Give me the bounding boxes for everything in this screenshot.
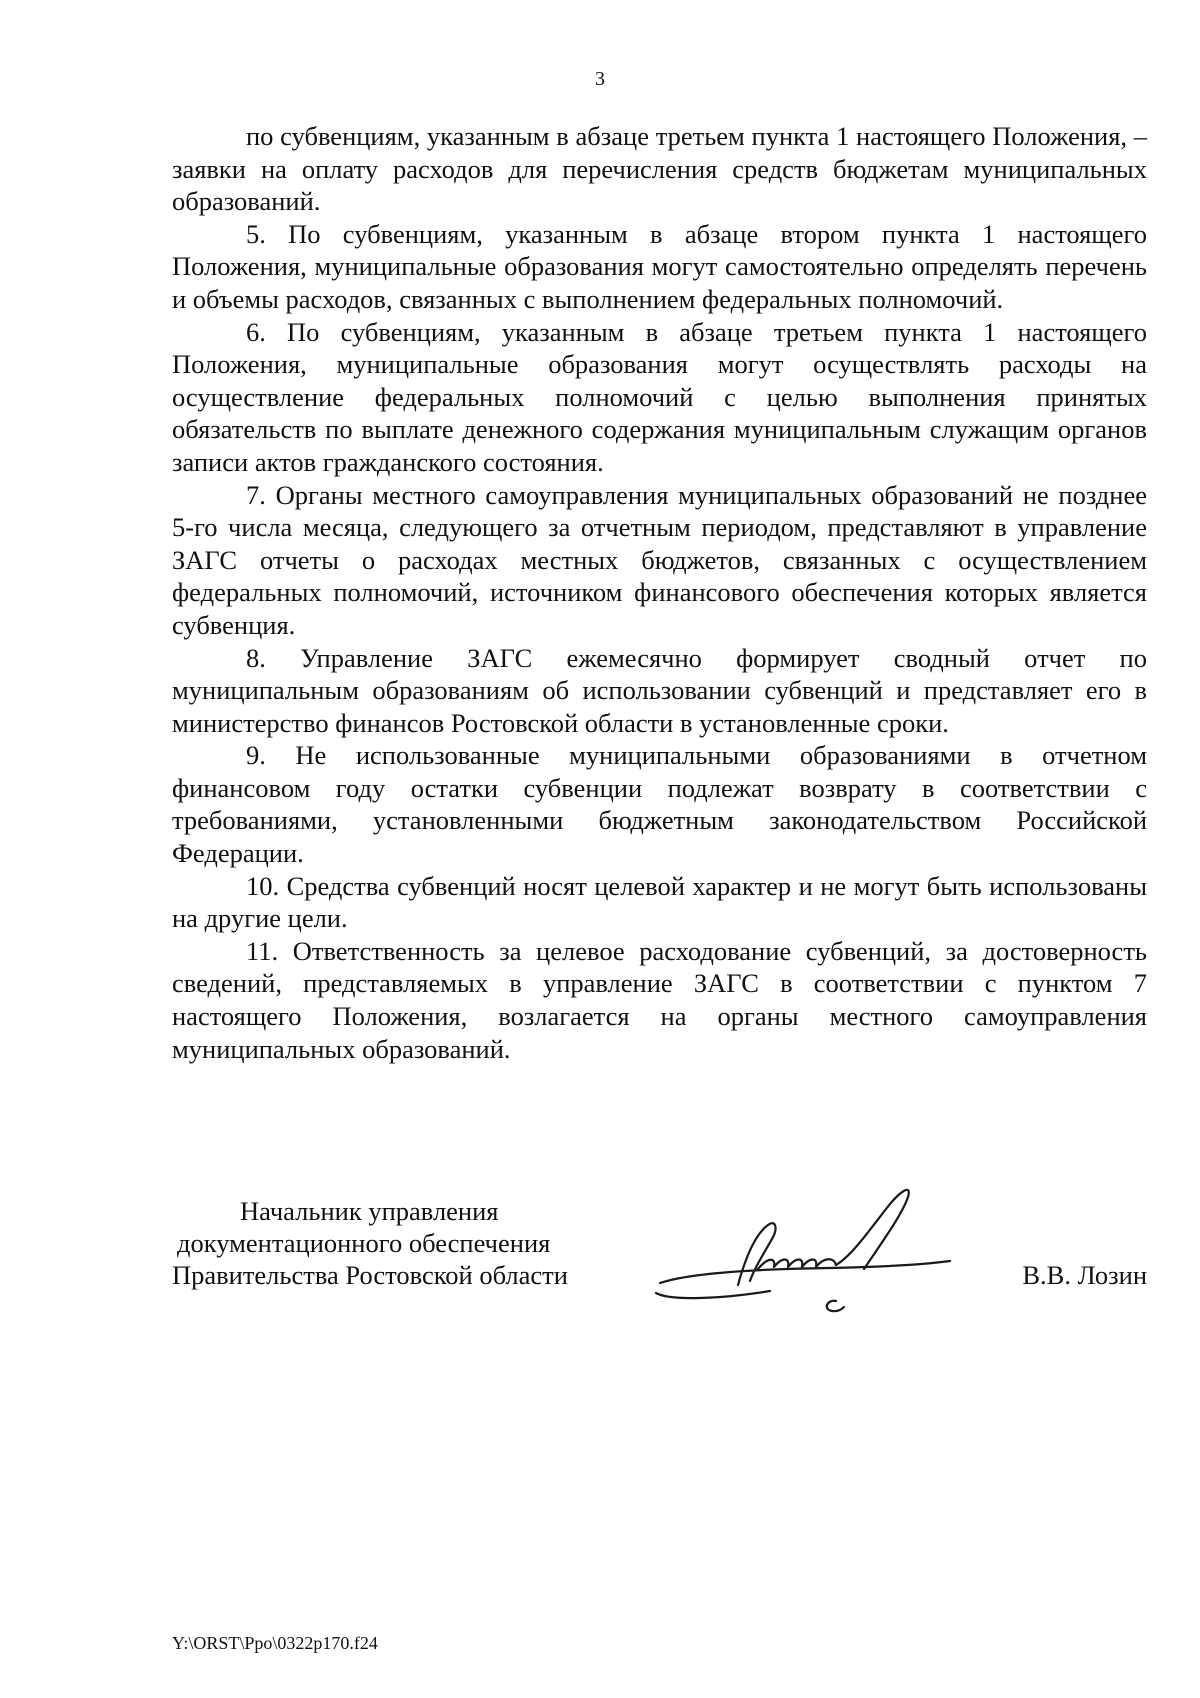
paragraph-item-7: 7. Органы местного самоуправления муниципальных образований не позднее 5-го числа месяца, следующего за отчетным периодом, представляют в управление ЗАГС отчеты о расходах местных бюджетов, связанных с осуществлением федеральных полномочий, источником финансового обеспечения которых является субвенция. xyxy=(172,479,1147,640)
signatory-position-line: Правительства Ростовской области xyxy=(172,1260,568,1290)
signature-stroke xyxy=(836,1190,909,1269)
signatory-position-line: документационного обеспечения xyxy=(177,1228,551,1258)
paragraph-item-9: 9. Не использованные муниципальными образованиями в отчетном финансовом году остатки субвенции подлежат возврату в соответствии с требованиями, установленными бюджетным законодательством Российской Федерации. xyxy=(172,740,1147,869)
signatory-position xyxy=(172,1195,568,1291)
paragraph-subvention-requests: по субвенциям, указанным в абзаце третьем пункта 1 настоящего Положения, – заявки на оплату расходов для перечисления средств бюджетам муниципальных образований. xyxy=(172,121,1147,217)
footer-file-path: Y:\ORST\Ppo\0322p170.f24 xyxy=(172,1633,378,1653)
signature-stroke xyxy=(827,1301,844,1311)
page-number: 3 xyxy=(595,68,605,90)
paragraph-item-6: 6. По субвенциям, указанным в абзаце третьем пункта 1 настоящего Положения, муниципальные образования могут осуществлять расходы на осуществление федеральных полномочий с целью выполнения принятых обязательств по выплате денежного содержания муниципальным служащим органов записи актов гражданского состояния. xyxy=(172,316,1147,477)
signature-block xyxy=(172,1195,1147,1335)
paragraph-item-8: 8. Управление ЗАГС ежемесячно формирует сводный отчет по муниципальным образованиям об использовании субвенций и представляет его в министерство финансов Ростовской области в установленные сроки. xyxy=(172,642,1147,738)
signatory-name: В.В. Лозин xyxy=(1022,1260,1147,1290)
handwritten-signature xyxy=(650,1173,970,1333)
body-text xyxy=(172,120,1147,1065)
signature-stroke xyxy=(656,1291,770,1298)
paragraph-item-5: 5. По субвенциям, указанным в абзаце втором пункта 1 настоящего Положения, муниципальные образования могут самостоятельно определять перечень и объемы расходов, связанных с выполнением федеральных полномочий. xyxy=(172,218,1147,314)
paragraph-item-11: 11. Ответственность за целевое расходование субвенций, за достоверность сведений, представляемых в управление ЗАГС в соответствии с пунктом 7 настоящего Положения, возлагается на органы местного самоуправления муниципальных образований. xyxy=(172,935,1147,1064)
signatory-position-line: Начальник управления xyxy=(240,1196,499,1226)
paragraph-item-10: 10. Средства субвенций носят целевой характер и не могут быть использованы на другие цели. xyxy=(172,870,1147,934)
signature-stroke xyxy=(738,1223,775,1285)
